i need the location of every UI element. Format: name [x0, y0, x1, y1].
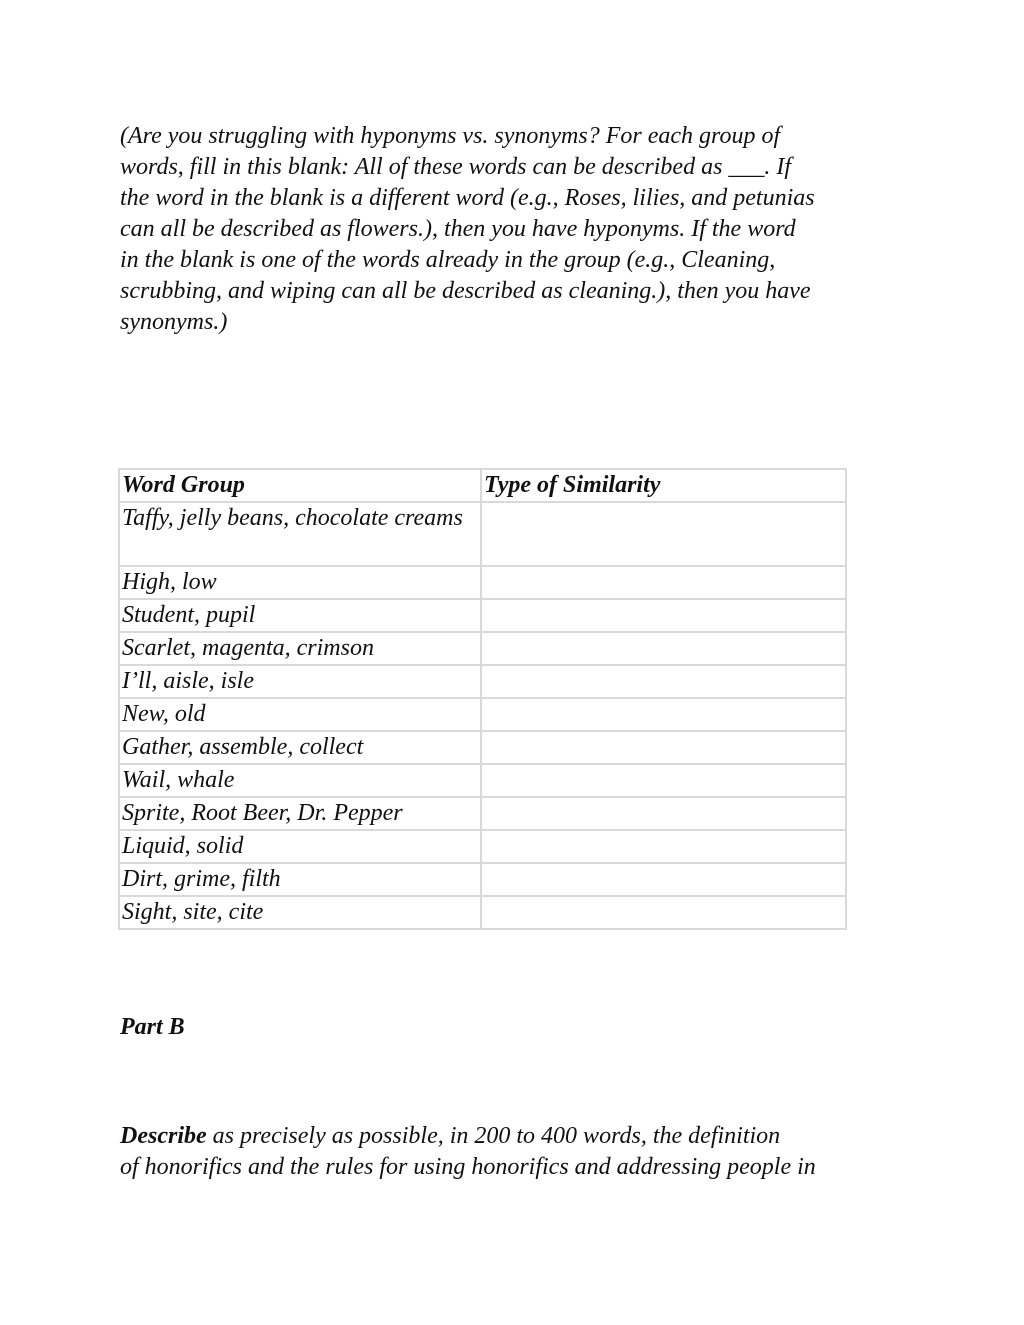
word-group-cell: Gather, assemble, collect: [119, 731, 481, 764]
word-group-cell: Dirt, grime, filth: [119, 863, 481, 896]
similarity-cell[interactable]: [481, 731, 846, 764]
word-group-cell: Student, pupil: [119, 599, 481, 632]
part-b-heading: Part B: [120, 1014, 185, 1040]
intro-paragraph: (Are you struggling with hyponyms vs. synonyms? For each group of words, fill in this blank: All of these words can be described as ___. If the word in the blank is a different word (e.g., Roses, lilies, and petunias can all be described as flowers.), then you have hyponyms. If the word in the blank is one of the words already in the group (e.g., Cleaning, scrubbing, and wiping can all be described as cleaning.), then you have synonyms.): [120, 123, 815, 335]
table-row: [119, 665, 846, 698]
similarity-cell[interactable]: [481, 830, 846, 863]
table-row: [119, 599, 846, 632]
similarity-cell[interactable]: [481, 797, 846, 830]
word-group-cell: Sight, site, cite: [119, 896, 481, 929]
table-row: [119, 863, 846, 896]
similarity-cell[interactable]: [481, 566, 846, 599]
word-group-cell: I’ll, aisle, isle: [119, 665, 481, 698]
similarity-cell[interactable]: [481, 665, 846, 698]
table-header-row: [119, 469, 846, 502]
table-row: [119, 502, 846, 566]
part-b-instructions: [120, 1121, 920, 1183]
word-group-cell: Sprite, Root Beer, Dr. Pepper: [119, 797, 481, 830]
table-row: [119, 830, 846, 863]
header-type-of-similarity: Type of Similarity: [481, 469, 846, 502]
header-word-group: Word Group: [119, 469, 481, 502]
table-row: [119, 797, 846, 830]
word-group-cell: Wail, whale: [119, 764, 481, 797]
similarity-cell[interactable]: [481, 502, 846, 566]
similarity-cell[interactable]: [481, 896, 846, 929]
table-row: [119, 896, 846, 929]
word-group-cell: Liquid, solid: [119, 830, 481, 863]
word-group-table: [118, 468, 847, 930]
word-group-cell: Taffy, jelly beans, chocolate creams: [119, 502, 481, 566]
instructions-line-2: of honorifics and the rules for using honorifics and addressing people in: [120, 1154, 816, 1180]
similarity-cell[interactable]: [481, 764, 846, 797]
instructions-line-1: as precisely as possible, in 200 to 400 words, the definition: [206, 1123, 781, 1149]
table-row: [119, 764, 846, 797]
similarity-cell[interactable]: [481, 599, 846, 632]
word-group-cell: Scarlet, magenta, crimson: [119, 632, 481, 665]
similarity-cell[interactable]: [481, 632, 846, 665]
describe-keyword: Describe: [120, 1123, 207, 1149]
table-row: [119, 731, 846, 764]
table-row: [119, 698, 846, 731]
table-row: [119, 632, 846, 665]
word-group-cell: High, low: [119, 566, 481, 599]
similarity-cell[interactable]: [481, 863, 846, 896]
table-row: [119, 566, 846, 599]
similarity-cell[interactable]: [481, 698, 846, 731]
word-group-cell: New, old: [119, 698, 481, 731]
